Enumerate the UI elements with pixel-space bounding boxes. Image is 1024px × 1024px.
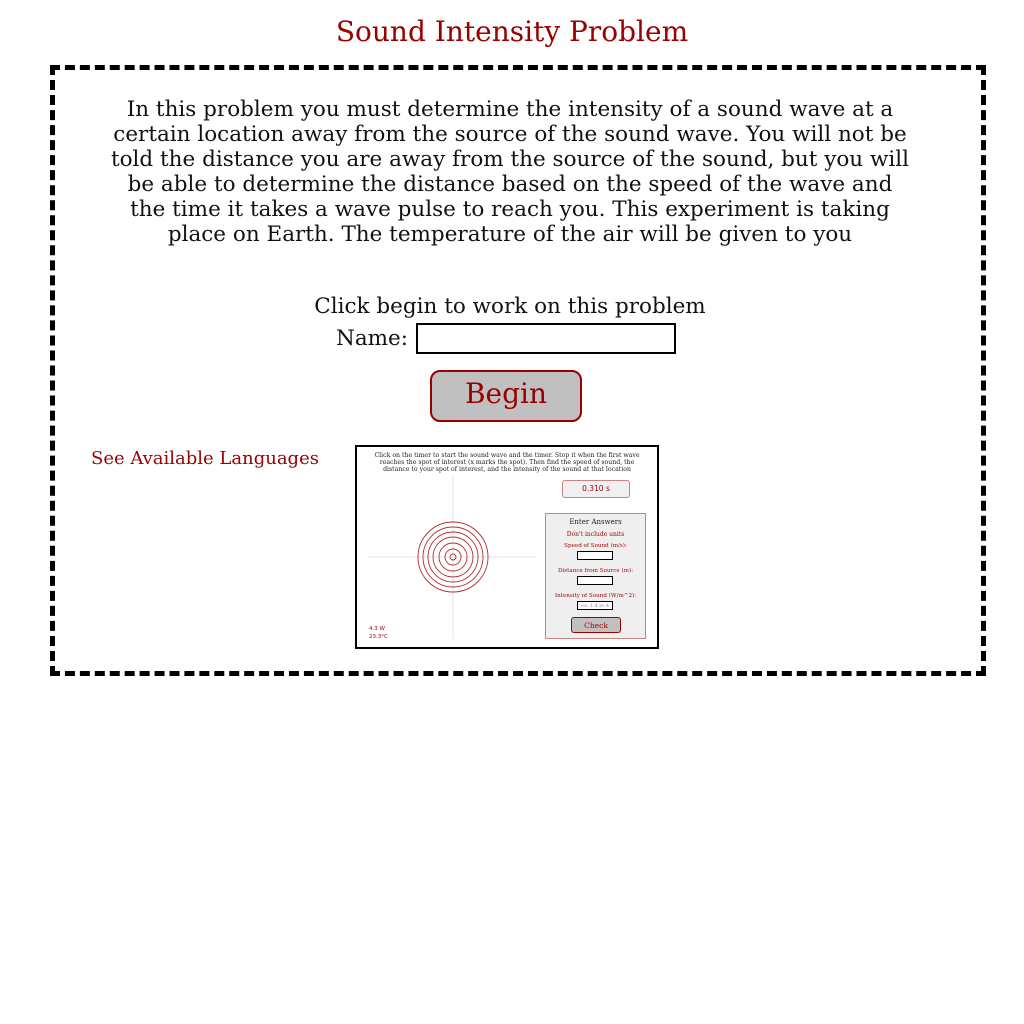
name-row bbox=[336, 322, 676, 354]
sound-wave-diagram bbox=[367, 472, 537, 642]
name-input[interactable] bbox=[416, 323, 676, 354]
speed-field bbox=[577, 551, 613, 560]
speed-label: Speed of Sound (m/s): bbox=[564, 543, 627, 549]
page-title: Sound Intensity Problem bbox=[335, 15, 689, 48]
check-button: Check bbox=[571, 617, 621, 633]
begin-instruction: Click begin to work on this problem bbox=[314, 294, 706, 319]
answers-title: Enter Answers bbox=[569, 518, 622, 526]
intensity-label: Intensity of Sound (W/m^2): bbox=[554, 593, 637, 599]
problem-container bbox=[50, 65, 986, 676]
power-readout: 4.3 W bbox=[369, 626, 385, 632]
preview-instructions: Click on the timer to start the sound wave and the timer. Stop it when the first wave reaches the spot of interest (x marks the spot). Then find the speed of sound, the distance to your spot of interest, and the intensity of the sound at that location bbox=[374, 452, 640, 473]
temperature-readout: 23.3°C bbox=[369, 634, 388, 640]
intensity-field: ex: 1.43e-4 bbox=[577, 601, 613, 610]
problem-preview-image bbox=[355, 445, 659, 649]
problem-description: In this problem you must determine the intensity of a sound wave at a certain location away from the source of the sound wave. You will not be told the distance you are away from the source of the sound, but you will be able to determine the distance based on the speed of the wave and the time it takes a wave pulse to reach you. This experiment is taking place on Earth. The temperature of the air will be given to you bbox=[110, 97, 910, 247]
answers-panel bbox=[545, 513, 646, 639]
name-label: Name: bbox=[336, 325, 408, 351]
begin-button[interactable]: Begin bbox=[430, 370, 582, 422]
distance-label: Distance from Source (m): bbox=[558, 568, 633, 574]
preview-timer: 0.310 s bbox=[562, 480, 630, 498]
distance-field bbox=[577, 576, 613, 585]
answers-note: Don't include units bbox=[566, 531, 625, 538]
available-languages-link[interactable]: See Available Languages bbox=[91, 448, 319, 469]
